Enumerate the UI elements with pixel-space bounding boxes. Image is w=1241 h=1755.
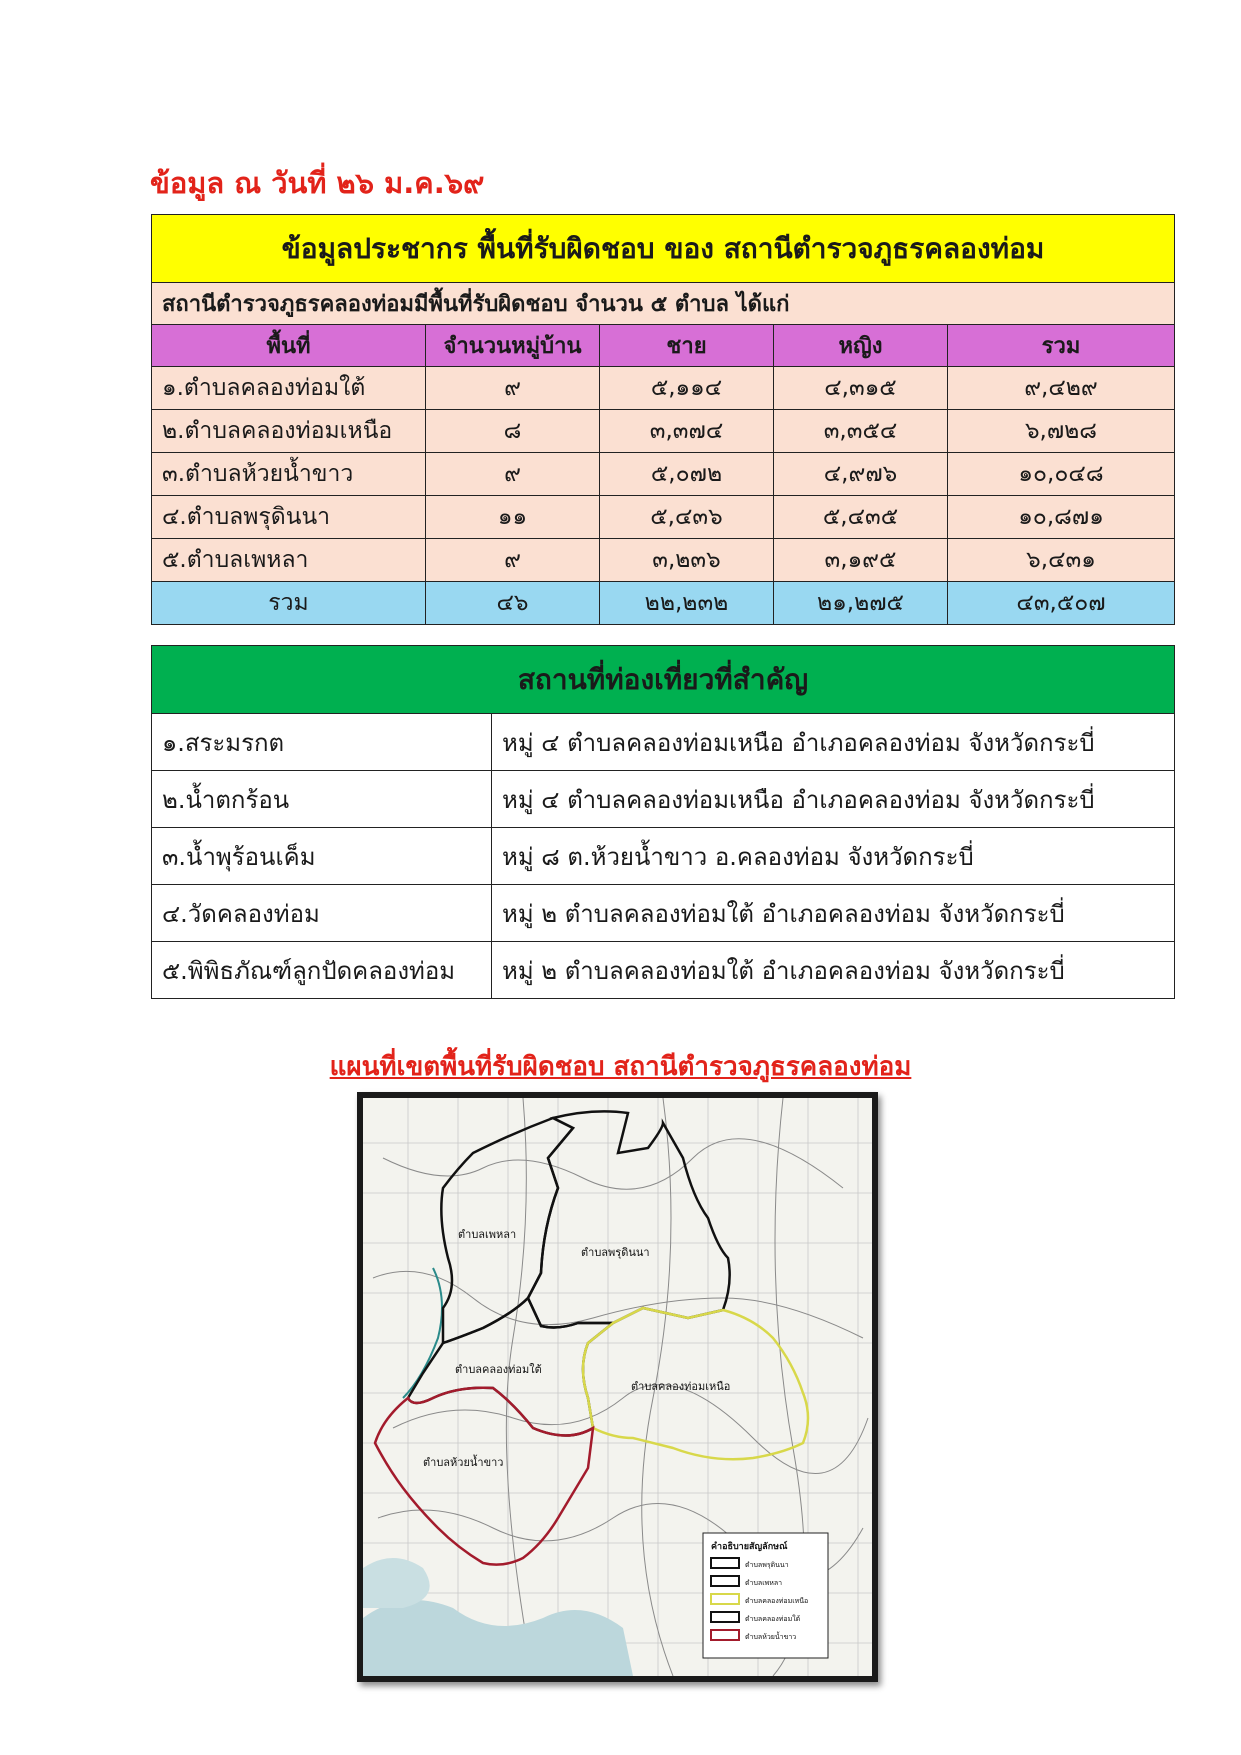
place-location: หมู่ ๒ ตำบลคลองท่อมใต้ อำเภอคลองท่อม จังหวัดกระบี่ [492,942,1175,999]
header-villages: จำนวนหมู่บ้าน [426,325,600,367]
place-location: หมู่ ๔ ตำบลคลองท่อมเหนือ อำเภอคลองท่อม จังหวัดกระบี่ [492,714,1175,771]
table-row [152,496,1175,539]
map-legend [703,1533,828,1658]
responsibility-map [357,1092,878,1682]
cell-total: ๑๐,๐๔๘ [948,453,1175,496]
table-row [152,453,1175,496]
map-title: แผนที่เขตพื้นที่รับผิดชอบ สถานีตำรวจภูธรคลองท่อม [329,1052,912,1082]
place-location: หมู่ ๘ ต.ห้วยน้ำขาว อ.คลองท่อม จังหวัดกระบี่ [492,828,1175,885]
header-male: ชาย [600,325,774,367]
total-total: ๔๓,๕๐๗ [948,582,1175,625]
total-male: ๒๒,๒๓๒ [600,582,774,625]
table-row [152,539,1175,582]
population-subtitle-row [152,283,1175,325]
total-row [152,582,1175,625]
cell-female: ๔,๙๗๖ [774,453,948,496]
header-total: รวม [948,325,1175,367]
cell-total: ๖,๔๓๑ [948,539,1175,582]
legend-title: คำอธิบายสัญลักษณ์ [711,1541,788,1551]
cell-male: ๕,๔๓๖ [600,496,774,539]
list-item [152,771,1175,828]
cell-area: ๕.ตำบลเพหลา [152,539,426,582]
cell-total: ๙,๔๒๙ [948,367,1175,410]
population-subtitle: สถานีตำรวจภูธรคลองท่อมมีพื้นที่รับผิดชอบ จำนวน ๕ ตำบล ได้แก่ [152,283,1175,325]
population-header-row [152,325,1175,367]
cell-male: ๕,๐๗๒ [600,453,774,496]
legend-label: ตำบลคลองท่อมใต้ [745,1616,801,1623]
cell-villages: ๑๑ [426,496,600,539]
place-location: หมู่ ๒ ตำบลคลองท่อมใต้ อำเภอคลองท่อม จังหวัดกระบี่ [492,885,1175,942]
cell-area: ๓.ตำบลห้วยน้ำขาว [152,453,426,496]
place-name: ๓.น้ำพุร้อนเค็ม [152,828,492,885]
place-name: ๔.วัดคลองท่อม [152,885,492,942]
cell-male: ๕,๑๑๔ [600,367,774,410]
cell-villages: ๙ [426,539,600,582]
list-item [152,942,1175,999]
cell-total: ๖,๗๒๘ [948,410,1175,453]
cell-area: ๒.ตำบลคลองท่อมเหนือ [152,410,426,453]
place-name: ๑.สระมรกต [152,714,492,771]
places-title-row [152,646,1175,714]
cell-female: ๓,๑๙๕ [774,539,948,582]
place-name: ๒.น้ำตกร้อน [152,771,492,828]
label-khlongthom-tai: ตำบลคลองท่อมใต้ [455,1364,542,1376]
header-female: หญิง [774,325,948,367]
list-item [152,714,1175,771]
table-row [152,367,1175,410]
map-image [363,1098,872,1676]
cell-female: ๕,๔๓๕ [774,496,948,539]
places-title: สถานที่ท่องเที่ยวที่สำคัญ [152,646,1175,714]
cell-male: ๓,๓๗๔ [600,410,774,453]
cell-villages: ๘ [426,410,600,453]
population-title: ข้อมูลประชากร พื้นที่รับผิดชอบ ของ สถานีตำรวจภูธรคลองท่อม [152,215,1175,283]
table-row [152,410,1175,453]
total-villages: ๔๖ [426,582,600,625]
legend-label: ตำบลเพหลา [745,1580,783,1587]
label-phela: ตำบลเพหลา [458,1229,517,1241]
list-item [152,828,1175,885]
cell-total: ๑๐,๘๗๑ [948,496,1175,539]
population-title-row [152,215,1175,283]
legend-label: ตำบลพรุดินนา [745,1562,789,1569]
cell-area: ๑.ตำบลคลองท่อมใต้ [152,367,426,410]
place-location: หมู่ ๔ ตำบลคลองท่อมเหนือ อำเภอคลองท่อม จังหวัดกระบี่ [492,771,1175,828]
cell-villages: ๙ [426,367,600,410]
date-line: ข้อมูล ณ วันที่ ๒๖ ม.ค.๖๙ [150,166,485,200]
total-label: รวม [152,582,426,625]
list-item [152,885,1175,942]
label-prudinna: ตำบลพรุดินนา [581,1247,650,1259]
legend-label: ตำบลคลองท่อมเหนือ [745,1598,809,1605]
legend-label: ตำบลห้วยน้ำขาว [745,1634,797,1641]
cell-female: ๔,๓๑๕ [774,367,948,410]
total-female: ๒๑,๒๗๕ [774,582,948,625]
cell-male: ๓,๒๓๖ [600,539,774,582]
cell-female: ๓,๓๕๔ [774,410,948,453]
cell-villages: ๙ [426,453,600,496]
label-khlongthom-nuea: ตำบลคลองท่อมเหนือ [631,1381,731,1393]
place-name: ๕.พิพิธภัณฑ์ลูกปัดคลองท่อม [152,942,492,999]
tourist-places-table [151,645,1175,999]
cell-area: ๔.ตำบลพรุดินนา [152,496,426,539]
header-area: พื้นที่ [152,325,426,367]
population-table [151,214,1175,625]
label-huai-nam-khao: ตำบลห้วยน้ำขาว [423,1457,504,1469]
